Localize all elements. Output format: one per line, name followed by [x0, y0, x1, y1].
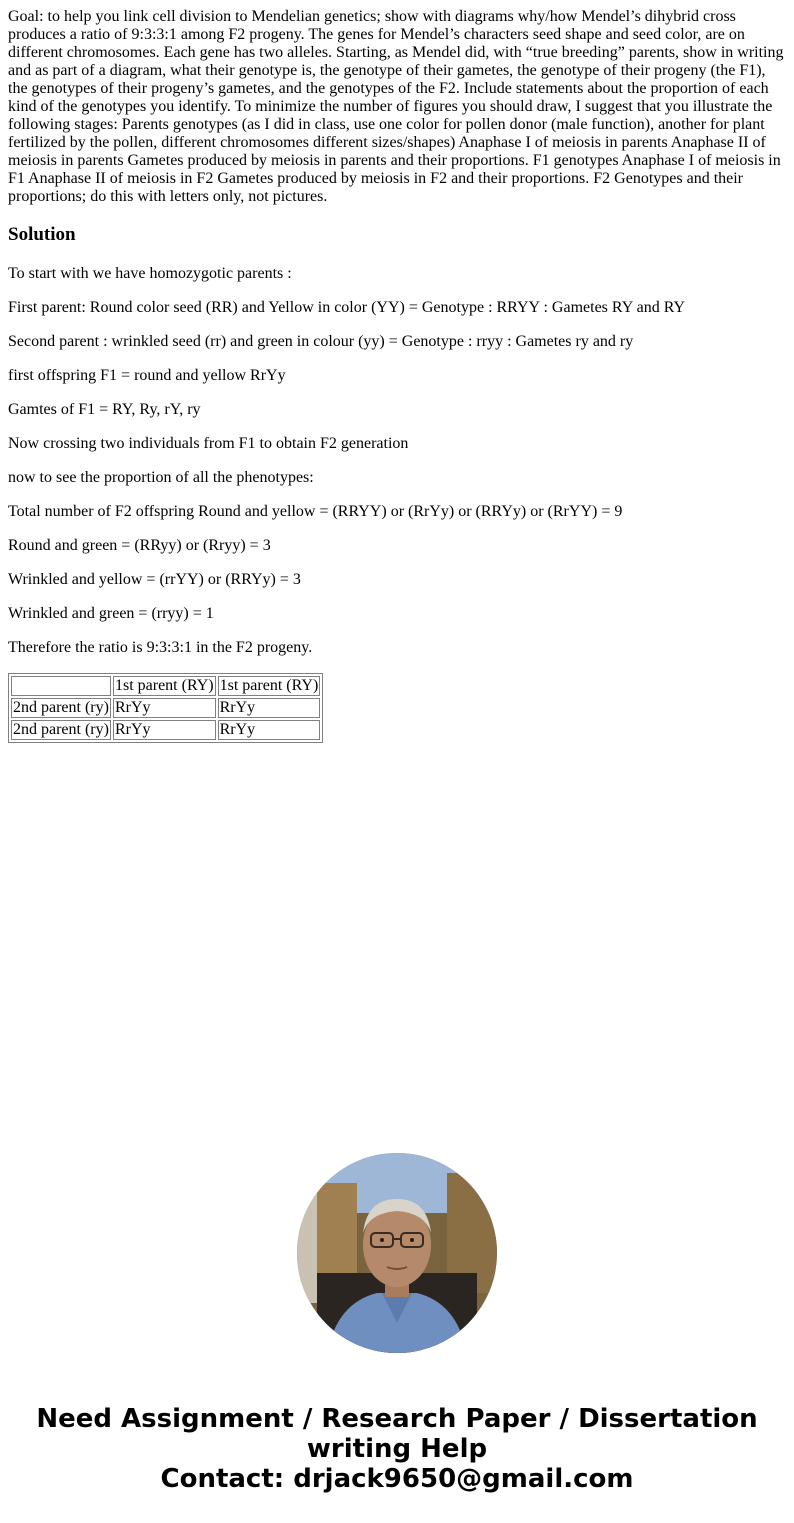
solution-line: Therefore the ratio is 9:3:3:1 in the F2 progeny. — [8, 639, 313, 656]
promo-line: Need Assignment / Research Paper / Dissertation — [36, 1404, 758, 1434]
solution-line: Wrinkled and yellow = (rrYY) or (RRYy) = 3 — [8, 571, 301, 588]
promo-banner — [0, 1404, 794, 1494]
table-header-row — [11, 676, 320, 696]
person-photo-icon — [297, 1153, 497, 1353]
table-cell: RrYy — [113, 698, 216, 718]
table-cell: RrYy — [218, 698, 321, 718]
question-text: Goal: to help you link cell division to Mendelian genetics; show with diagrams why/how Mendel’s dihybrid cross produces a ratio of 9:3:3:1 among F2 progeny. The genes for Mendel’s characters seed shape and seed color, are on different chromosomes. Each gene has two alleles. Starting, as Mendel did, with “true breeding” parents, show in writing and as part of a diagram, what their genotype is, the genotype of their gametes, the genotype of their progeny (the F1), the genotypes of their progeny’s gametes, and the genotypes of the F2. Include statements about the proportion of each kind of the genotypes you identify. To minimize the number of figures you should draw, I suggest that you illustrate the following stages: Parents genotypes (as I did in class, use one color for pollen donor (male function), another for plant fertilized by the pollen, different chromosomes different sizes/shapes) Anaphase I of meiosis in parents Anaphase II of meiosis in parents Gametes produced by meiosis in parents and their proportions. F1 genotypes Anaphase I of meiosis in F1 Anaphase II of meiosis in F2 Gametes produced by meiosis in F2 and their proportions. F2 Genotypes and their proportions; do this with letters only, not pictures. — [8, 8, 784, 205]
table-header-cell — [11, 676, 111, 696]
solution-line: Gamtes of F1 = RY, Ry, rY, ry — [8, 401, 201, 418]
table-cell: 2nd parent (ry) — [13, 721, 109, 738]
promo-contact: Contact: drjack9650@gmail.com — [160, 1464, 634, 1494]
table-cell: RrYy — [218, 720, 321, 740]
solution-line: First parent: Round color seed (RR) and Yellow in color (YY) = Genotype : RRYY : Gametes RY and RY — [8, 299, 686, 316]
solution-heading: Solution — [8, 224, 76, 245]
table-row — [11, 698, 320, 718]
promo-line: writing Help — [306, 1434, 488, 1464]
table-header-cell: 1st parent (RY) — [114, 677, 214, 694]
main-content — [8, 8, 786, 743]
solution-line: Second parent : wrinkled seed (rr) and green in colour (yy) = Genotype : rryy : Gametes ry and ry — [8, 333, 634, 350]
solution-line: To start with we have homozygotic parents : — [8, 265, 292, 282]
punnett-table — [8, 673, 323, 743]
table-header-cell: 1st parent (RY) — [219, 677, 319, 694]
solution-line: Round and green = (RRyy) or (Rryy) = 3 — [8, 537, 271, 554]
solution-line: now to see the proportion of all the phenotypes: — [8, 469, 314, 486]
table-cell: RrYy — [113, 720, 216, 740]
solution-line: Wrinkled and green = (rryy) = 1 — [8, 605, 214, 622]
table-cell: 2nd parent (ry) — [13, 699, 109, 716]
solution-line: Total number of F2 offspring Round and yellow = (RRYY) or (RrYy) or (RRYy) or (RrYY) = 9 — [8, 503, 623, 520]
solution-line: Now crossing two individuals from F1 to obtain F2 generation — [8, 435, 409, 452]
table-row — [11, 720, 320, 740]
solution-line: first offspring F1 = round and yellow RrYy — [8, 367, 286, 384]
